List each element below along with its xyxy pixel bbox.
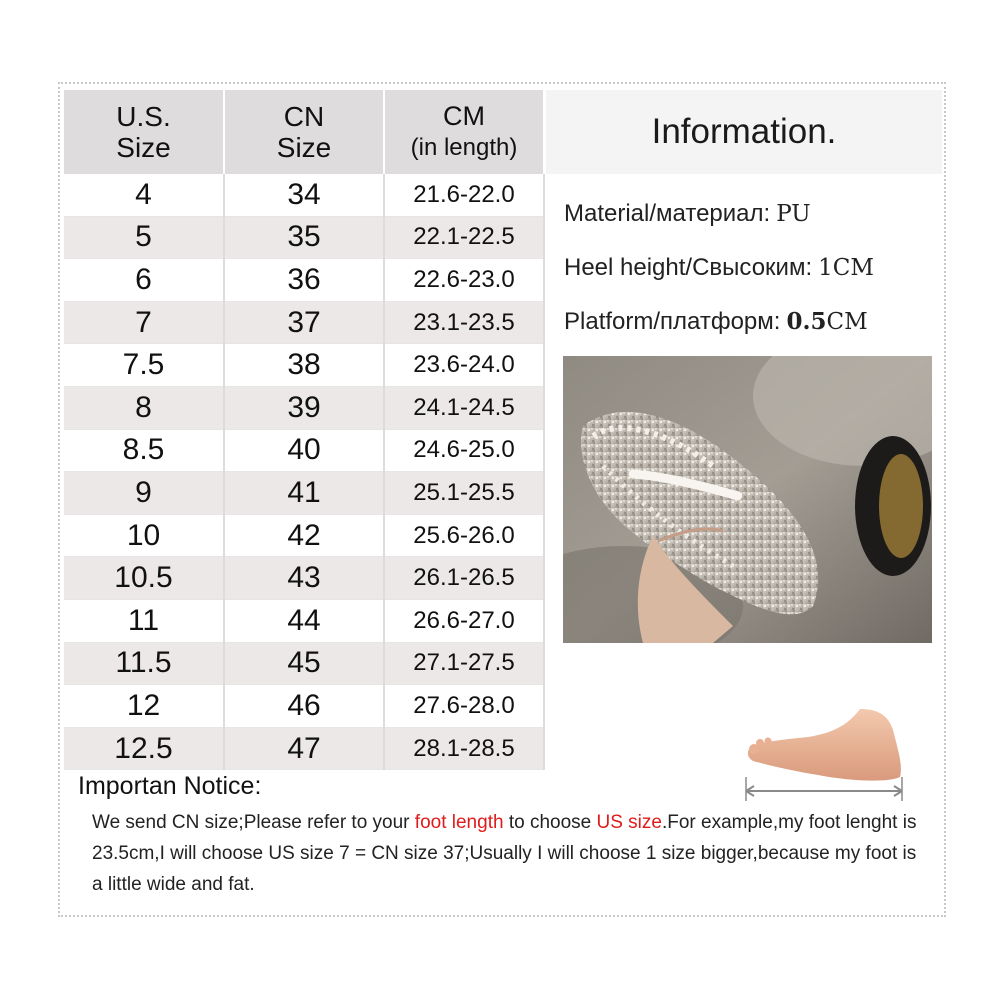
size-row — [64, 216, 544, 259]
foot-measure-icon — [738, 705, 908, 805]
cn-size-cell: 34 — [224, 174, 384, 216]
us-size-cell: 12.5 — [64, 727, 224, 770]
cm-length-cell: 28.1-28.5 — [384, 727, 544, 770]
cn-size-cell: 44 — [224, 599, 384, 642]
cn-size-cell: 39 — [224, 386, 384, 429]
cn-size-cell: 47 — [224, 727, 384, 770]
us-size-highlight: US size — [596, 812, 662, 833]
size-row — [64, 685, 544, 728]
us-size-cell: 7 — [64, 301, 224, 344]
size-row — [64, 429, 544, 472]
heel-height-value: 1CM — [818, 255, 874, 281]
cm-length-cell: 25.1-25.5 — [384, 472, 544, 515]
us-size-cell: 7.5 — [64, 344, 224, 387]
size-row — [64, 259, 544, 302]
notice-text: We send CN size;Please refer to your foot length to choose US size.For example,my foot lenght is 23.5cm,I will choose US size 7 = CN size 37;Usually I will choose 1 size bigger,because my foot is a little wide and fat. — [92, 812, 917, 895]
cm-length-cell: 23.6-24.0 — [384, 344, 544, 387]
cn-size-cell: 45 — [224, 642, 384, 685]
material-value: PU — [776, 201, 811, 227]
cm-length-cell: 27.6-28.0 — [384, 685, 544, 728]
us-size-cell: 8 — [64, 386, 224, 429]
size-row — [64, 727, 544, 770]
size-row — [64, 599, 544, 642]
notice-title: Importan Notice: — [78, 772, 262, 800]
shoe-photo-illustration — [563, 356, 932, 643]
cn-size-cell: 43 — [224, 557, 384, 600]
us-size-cell: 11 — [64, 599, 224, 642]
size-chart-table — [64, 90, 545, 770]
cm-length-cell: 26.1-26.5 — [384, 557, 544, 600]
information-title: Information. — [546, 90, 942, 174]
us-size-cell: 5 — [64, 216, 224, 259]
header-us-size: U.S. Size — [64, 90, 224, 174]
us-size-cell: 11.5 — [64, 642, 224, 685]
size-row — [64, 557, 544, 600]
header-cm-length: CM (in length) — [384, 90, 544, 174]
us-size-cell: 10 — [64, 514, 224, 557]
heel-height-label: Heel height/Свысоким: — [564, 254, 813, 281]
cn-size-cell: 36 — [224, 259, 384, 302]
pearl-flat-shoe-photo — [563, 356, 932, 643]
cm-length-cell: 27.1-27.5 — [384, 642, 544, 685]
cm-length-cell: 22.6-23.0 — [384, 259, 544, 302]
size-row — [64, 386, 544, 429]
cm-length-cell: 21.6-22.0 — [384, 174, 544, 216]
header-cn-size: CN Size — [224, 90, 384, 174]
material-spec — [564, 200, 811, 228]
cm-length-cell: 22.1-22.5 — [384, 216, 544, 259]
heel-height-spec — [564, 254, 874, 282]
cm-length-cell: 25.6-26.0 — [384, 514, 544, 557]
cn-size-cell: 35 — [224, 216, 384, 259]
platform-value: 0.5CM — [786, 308, 868, 335]
size-row — [64, 174, 544, 216]
cn-size-cell: 42 — [224, 514, 384, 557]
us-size-cell: 8.5 — [64, 429, 224, 472]
size-chart-body — [64, 174, 544, 770]
cm-length-cell: 24.6-25.0 — [384, 429, 544, 472]
size-row — [64, 642, 544, 685]
cm-length-cell: 24.1-24.5 — [384, 386, 544, 429]
foot-length-highlight: foot length — [414, 812, 504, 833]
size-row — [64, 344, 544, 387]
cm-length-cell: 26.6-27.0 — [384, 599, 544, 642]
us-size-cell: 9 — [64, 472, 224, 515]
size-row — [64, 472, 544, 515]
cn-size-cell: 46 — [224, 685, 384, 728]
size-row — [64, 514, 544, 557]
foot-length-illustration — [738, 705, 908, 805]
size-row — [64, 301, 544, 344]
platform-label: Platform/платформ: — [564, 308, 781, 335]
cn-size-cell: 40 — [224, 429, 384, 472]
cn-size-cell: 38 — [224, 344, 384, 387]
cn-size-cell: 41 — [224, 472, 384, 515]
us-size-cell: 10.5 — [64, 557, 224, 600]
size-chart-header-row — [64, 90, 544, 174]
us-size-cell: 4 — [64, 174, 224, 216]
cm-length-cell: 23.1-23.5 — [384, 301, 544, 344]
platform-spec — [564, 308, 868, 336]
us-size-cell: 6 — [64, 259, 224, 302]
material-label: Material/материал: — [564, 200, 771, 227]
us-size-cell: 12 — [64, 685, 224, 728]
cn-size-cell: 37 — [224, 301, 384, 344]
